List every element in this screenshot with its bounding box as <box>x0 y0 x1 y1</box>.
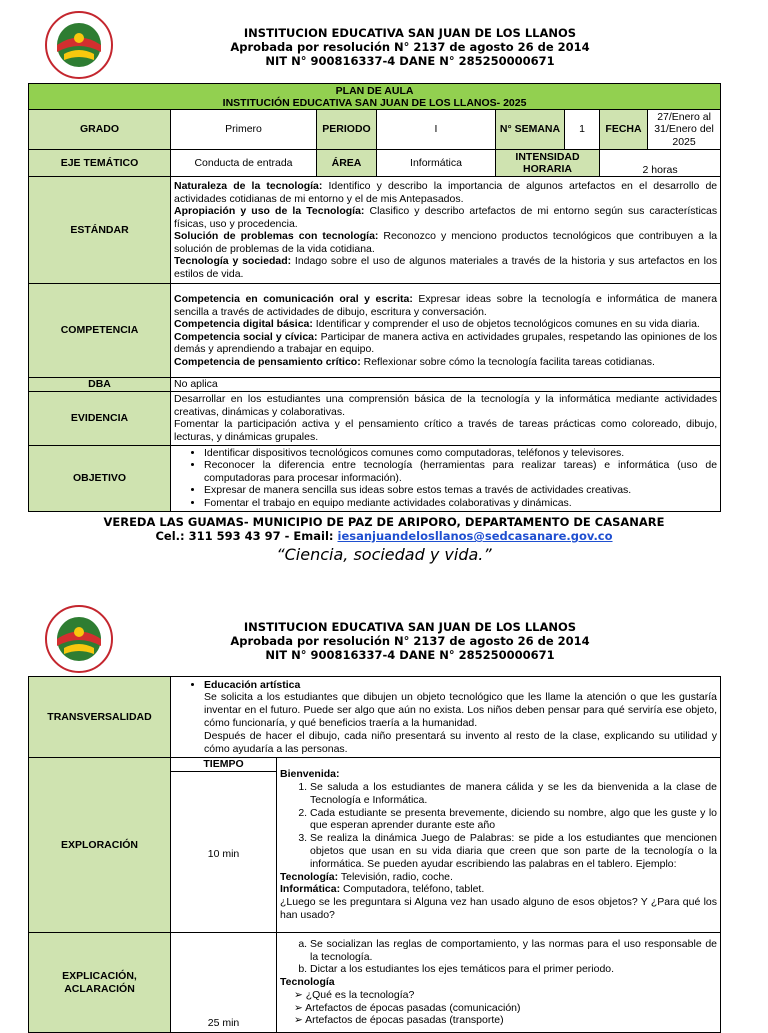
periodo-value: I <box>377 110 496 150</box>
semana-label: N° SEMANA <box>496 110 565 150</box>
exploracion-label: EXPLORACIÓN <box>29 758 171 933</box>
explicacion-step: b. Dictar a los estudiantes los ejes temáticos para el primer periodo. <box>310 963 717 976</box>
explicacion-label: EXPLICACIÓN, ACLARACIÓN <box>29 933 171 1033</box>
school-logo <box>44 604 114 674</box>
trans-title: • Educación artística <box>204 679 717 692</box>
competencia-content <box>171 284 721 378</box>
area-label: ÁREA <box>317 150 377 177</box>
header-text <box>150 26 670 68</box>
competencia-item: Competencia de pensamiento crítico: Reflexionar sobre cómo la tecnología facilita tareas cotidianas. <box>174 355 655 368</box>
competencia-item: Competencia en comunicación oral y escrita: Expresar ideas sobre la tecnología e informática de manera sencilla a través de actividades de dibujo, escritura y conversación. <box>174 293 718 318</box>
exploracion-step: 2. Cada estudiante se presenta brevemente, diciendo su nombre, algo que les guste y lo que esperan aprender durante este año <box>310 807 717 833</box>
estandar-label: ESTÁNDAR <box>29 177 171 284</box>
objetivo-item: • Reconocer la diferencia entre tecnología (herramientas para realizar tareas) e informática (uso de computadoras para procesar información). <box>204 459 717 484</box>
plan-table-page2 <box>28 676 721 1033</box>
email-link[interactable]: iesanjuandelosllanos@sedcasanare.gov.co <box>337 529 613 543</box>
evidencia-item: Desarrollar en los estudiantes una comprensión básica de la tecnología y la informática mediante actividades creativas, dinámicas y colaborativas. <box>174 393 718 418</box>
evidencia-label: EVIDENCIA <box>29 391 171 445</box>
competencia-item: Competencia social y cívica: Participar de manera activa en actividades grupales, respetando las opiniones de los demás y aprendiendo a trabajar en equipo. <box>174 330 718 355</box>
objetivo-item: • Fomentar el trabajo en equipo mediante actividades colaborativas y dinámicas. <box>204 497 717 510</box>
trans-p1: Se solicita a los estudiantes que dibujen un objeto tecnológico que les llame la atención o que les gustaría inventar en el futuro. Puede ser algo que aún no exista. Los niños deben pensar para qué serviría ese objeto, cómo funcionaría, y qué beneficios traería a la humanidad. <box>204 691 717 729</box>
estandar-item: Apropiación y uso de la Tecnología: Clasifico y describo artefactos de mi entorno según sus características físicas, uso y procedencia. <box>174 205 718 230</box>
competencia-label: COMPETENCIA <box>29 284 171 378</box>
area-value: Informática <box>377 150 496 177</box>
competencia-item: Competencia digital básica: Identificar y comprender el uso de objetos tecnológicos comunes en su vida diaria. <box>174 318 700 330</box>
explicacion-topic: Tecnología <box>280 976 335 989</box>
resolution-line: Aprobada por resolución N° 2137 de agosto 26 de 2014 <box>230 634 590 648</box>
explicacion-content <box>277 933 721 1033</box>
objetivo-item: • Identificar dispositivos tecnológicos comunes como computadoras, teléfonos y televisores. <box>204 447 717 460</box>
evidencia-content <box>171 391 721 445</box>
objetivo-label: OBJETIVO <box>29 445 171 511</box>
periodo-label: PERIODO <box>317 110 377 150</box>
contact-line: Cel.: 311 593 43 97 - Email: iesanjuandelosllanos@sedcasanare.gov.co <box>155 529 613 543</box>
evidencia-item: Fomentar la participación activa y el pensamiento crítico a través de tareas prácticas como coloreado, dibujo, lecturas, y dinámicas grupales. <box>174 418 718 443</box>
eje-label: EJE TEMÁTICO <box>29 150 171 177</box>
estandar-item: Naturaleza de la tecnología: Identifico y describo la importancia de algunos artefactos en el desarrollo de actividades cotidianas de mi entorno y el de mis Antepasados. <box>174 180 718 205</box>
plan-table <box>28 83 721 512</box>
explicacion-item: ➢ Artefactos de épocas pasadas (comunicación) <box>294 1002 717 1015</box>
explicacion-item: ➢ ¿Qué es la tecnología? <box>294 989 717 1002</box>
explicacion-step: a. Se socializan las reglas de comportamiento, y las normas para el uso responsable de la tecnología. <box>310 938 717 964</box>
dba-label: DBA <box>29 378 171 392</box>
exploracion-question: ¿Luego se les preguntara si Alguna vez han usado alguno de esos objetos? Y ¿Para qué los han usado? <box>280 896 717 921</box>
semana-value: 1 <box>565 110 600 150</box>
trans-p2: Después de hacer el dibujo, cada niño presentará su invento al resto de la clase, explicando su utilidad y cómo ayudaría a las personas. <box>204 729 717 755</box>
transversalidad-content <box>171 677 721 758</box>
tecnologia-example: Tecnología: Televisión, radio, coche. <box>280 870 453 883</box>
slogan: “Ciencia, sociedad y vida.” <box>276 545 492 564</box>
grado-value: Primero <box>171 110 317 150</box>
dba-value: No aplica <box>171 378 721 392</box>
address-line: VEREDA LAS GUAMAS- MUNICIPIO DE PAZ DE ARIPORO, DEPARTAMENTO DE CASANARE <box>103 515 665 529</box>
estandar-content <box>171 177 721 284</box>
explicacion-time: 25 min <box>171 933 277 1033</box>
plan-title: PLAN DE AULA INSTITUCIÓN EDUCATIVA SAN JUAN DE LOS LLANOS- 2025 <box>29 84 721 110</box>
header-text <box>150 620 670 662</box>
fecha-value: 27/Enero al 31/Enero del 2025 <box>648 110 721 150</box>
explicacion-item: ➢ Artefactos de épocas pasadas (transporte) <box>294 1014 717 1027</box>
page-header <box>0 10 768 80</box>
tiempo-label: TIEMPO <box>171 758 276 772</box>
nit-line: NIT N° 900816337-4 DANE N° 285250000671 <box>265 54 555 68</box>
exploracion-time: 10 min <box>207 847 240 860</box>
resolution-line: Aprobada por resolución N° 2137 de agosto 26 de 2014 <box>230 40 590 54</box>
objetivo-item: • Expresar de manera sencilla sus ideas sobre estos temas a través de actividades creativas. <box>204 484 717 497</box>
institution-name: INSTITUCION EDUCATIVA SAN JUAN DE LOS LLANOS <box>243 620 577 634</box>
objetivo-content <box>171 445 721 511</box>
fecha-label: FECHA <box>600 110 648 150</box>
objetivo-list <box>174 447 717 510</box>
intensidad-value: 2 horas <box>600 150 721 177</box>
exploracion-step: 3. Se realiza la dinámica Juego de Palabras: se pide a los estudiantes que mencionen objetos que usan en su vida diaria que creen que son parte de la tecnología o la informática. Se pueden ayudar escribiendo las palabras en el tablero. Ejemplo: <box>310 832 717 870</box>
institution-name: INSTITUCION EDUCATIVA SAN JUAN DE LOS LLANOS <box>243 26 577 40</box>
transversalidad-label: TRANSVERSALIDAD <box>29 677 171 758</box>
estandar-item: Solución de problemas con tecnología: Reconozco y menciono productos tecnológicos que contribuyen a la solución de problemas de la vida cotidiana. <box>174 230 718 255</box>
exploracion-step: 1. Se saluda a los estudiantes de manera cálida y se les da bienvenida a la clase de Tecnología e Informática. <box>310 781 717 807</box>
intensidad-label: INTENSIDAD HORARIA <box>496 150 600 177</box>
explicacion-steps <box>280 938 717 976</box>
page2-header <box>0 604 768 674</box>
bienvenida-title: Bienvenida: <box>280 768 340 781</box>
explicacion-items <box>280 989 717 1027</box>
nit-line: NIT N° 900816337-4 DANE N° 285250000671 <box>265 648 555 662</box>
exploracion-content <box>277 758 721 933</box>
eje-value: Conducta de entrada <box>171 150 317 177</box>
exploracion-time-cell <box>171 758 277 933</box>
informatica-example: Informática: Computadora, teléfono, tablet. <box>280 883 485 896</box>
exploracion-steps <box>280 781 717 871</box>
estandar-item: Tecnología y sociedad: Indago sobre el uso de algunos materiales a través de la historia y sus artefactos en los estilos de vida. <box>174 255 718 280</box>
page-footer <box>0 515 768 565</box>
school-logo <box>44 10 114 80</box>
grado-label: GRADO <box>29 110 171 150</box>
